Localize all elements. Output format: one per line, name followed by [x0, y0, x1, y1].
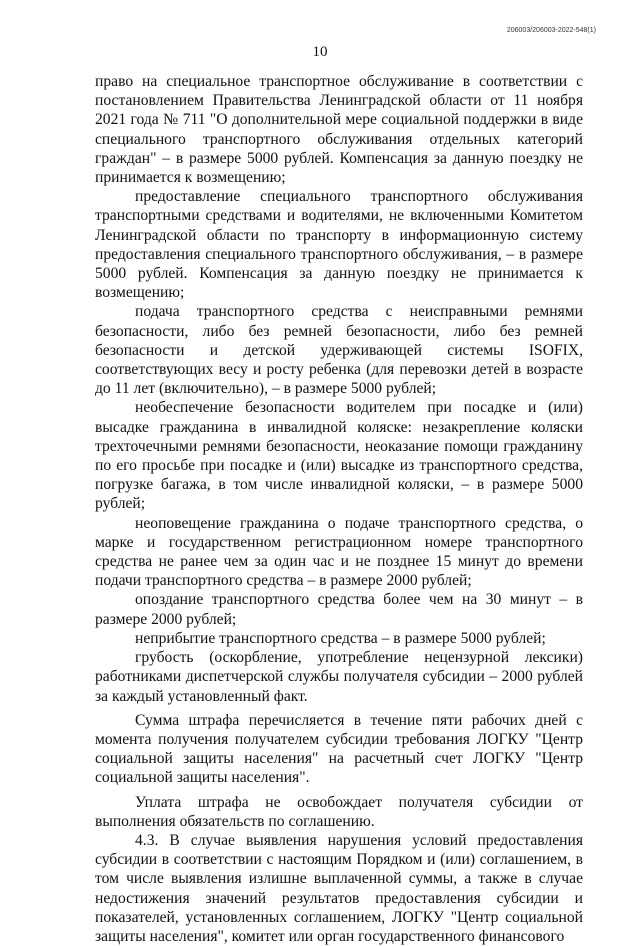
- paragraph: Сумма штрафа перечисляется в течение пяти рабочих дней с момента получения получателем субсидии требования ЛОГКУ "Центр социальной защиты населения" на расчетный счет ЛОГКУ "Центр социальной защиты населения".: [95, 711, 583, 787]
- document-body: [95, 72, 583, 946]
- paragraph: Уплата штрафа не освобождает получателя субсидии от выполнения обязательств по соглашению.: [95, 793, 583, 830]
- paragraph: 4.3. В случае выявления нарушения условий предоставления субсидии в соответствии с настоящим Порядком и (или) соглашением, в том числе выявления излишне выплаченной суммы, а также в случае недостижения значений результатов предоставления субсидии и показателей, установленных соглашением, ЛОГКУ "Центр социальной защиты населения", комитет или орган государственного финансового: [95, 831, 583, 945]
- paragraph: предоставление специального транспортного обслуживания транспортными средствами и водителями, не включенными Комитетом Ленинградской области по транспорту в информационную систему предоставления специального транспортного обслуживания, – в размере 5000 рублей. Компенсация за данную поездку не принимается к возмещению;: [95, 188, 583, 302]
- paragraph: неоповещение гражданина о подаче транспортного средства, о марке и государственном регистрационном номере транспортного средства не ранее чем за один час и не позднее 15 минут до времени подачи транспортного средства – в размере 2000 рублей;: [95, 514, 583, 590]
- paragraph: неприбытие транспортного средства – в размере 5000 рублей;: [135, 629, 546, 647]
- page-number: 10: [312, 44, 328, 60]
- document-id: 206003/206003-2022-548(1): [506, 27, 596, 34]
- paragraph: право на специальное транспортное обслуживание в соответствии с постановлением Правительства Ленинградской области от 11 ноября 2021 года № 711 "О дополнительной мере социальной поддержки в виде специального транспортного обслуживания отдельных категорий граждан" – в размере 5000 рублей. Компенсация за данную поездку не принимается к возмещению;: [95, 73, 583, 187]
- paragraph: подача транспортного средства с неисправными ремнями безопасности, либо без ремней безопасности, либо без ремней безопасности и детской удерживающей системы ISOFIX, соответствующих весу и росту ребенка (для перевозки детей в возрасте до 11 лет (включительно), – в размере 5000 рублей;: [95, 303, 583, 398]
- paragraph: грубость (оскорбление, употребление нецензурной лексики) работниками диспетчерской службы получателя субсидии – 2000 рублей за каждый установленный факт.: [95, 649, 583, 705]
- paragraph: необеспечение безопасности водителем при посадке и (или) высадке гражданина в инвалидной коляске: незакрепление коляски трехточечными ремнями безопасности, неоказание помощи гражданину по его просьбе при посадке и (или) высадке из транспортного средства, погрузке багажа, в том числе инвалидной коляски, – в размере 5000 рублей;: [95, 399, 583, 513]
- paragraph: опоздание транспортного средства более чем на 30 минут – в размере 2000 рублей;: [95, 591, 583, 628]
